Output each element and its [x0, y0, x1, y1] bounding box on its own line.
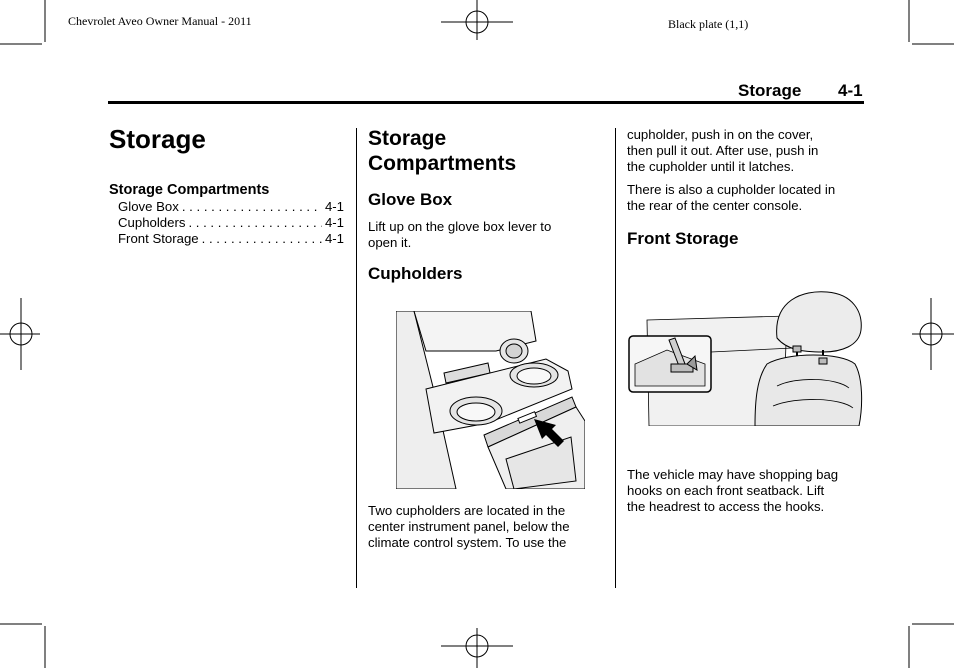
cupholders-text: Two cupholders are located in the center instrument panel, below the climate control system. To use the [368, 503, 570, 550]
toc-entry[interactable]: Front Storage . . . 4-1 [118, 231, 344, 247]
registration-target-top [441, 0, 513, 40]
toc-heading: Storage Compartments [109, 182, 270, 198]
plate-label: Black plate (1,1) [668, 17, 749, 31]
registration-target-left [0, 298, 40, 370]
header-rule [108, 101, 864, 104]
registration-target-bottom [441, 628, 513, 668]
running-header-section: Storage [738, 81, 802, 100]
section-heading: Storage Compartments [368, 127, 517, 175]
glove-box-text: Lift up on the glove box lever to open it. [368, 219, 552, 250]
column-divider-2 [615, 128, 616, 588]
glove-box-heading: Glove Box [368, 190, 453, 209]
manual-title: Chevrolet Aveo Owner Manual - 2011 [68, 14, 252, 28]
cupholder-illustration [396, 311, 585, 489]
front-storage-heading: Front Storage [627, 229, 739, 248]
seatback-hooks-illustration [627, 290, 863, 426]
running-header-page-number: 4-1 [838, 81, 863, 100]
toc-entry[interactable]: Cupholders . . . 4-1 [118, 215, 344, 231]
chapter-title: Storage [109, 124, 206, 154]
registration-target-right [912, 298, 954, 370]
toc-entry[interactable]: Glove Box . . . 4-1 [118, 199, 344, 215]
cupholders-heading: Cupholders [368, 264, 463, 283]
column-divider-1 [356, 128, 357, 588]
front-storage-text: The vehicle may have shopping bag hooks on each front seatback. Lift the headrest to access the hooks. [627, 467, 839, 514]
rear-cupholder-text: There is also a cupholder located in the rear of the center console. [627, 182, 836, 213]
cupholders-text-continued: cupholder, push in on the cover, then pull it out. After use, push in the cupholder until it latches. [627, 127, 819, 174]
table-of-contents [118, 199, 344, 247]
